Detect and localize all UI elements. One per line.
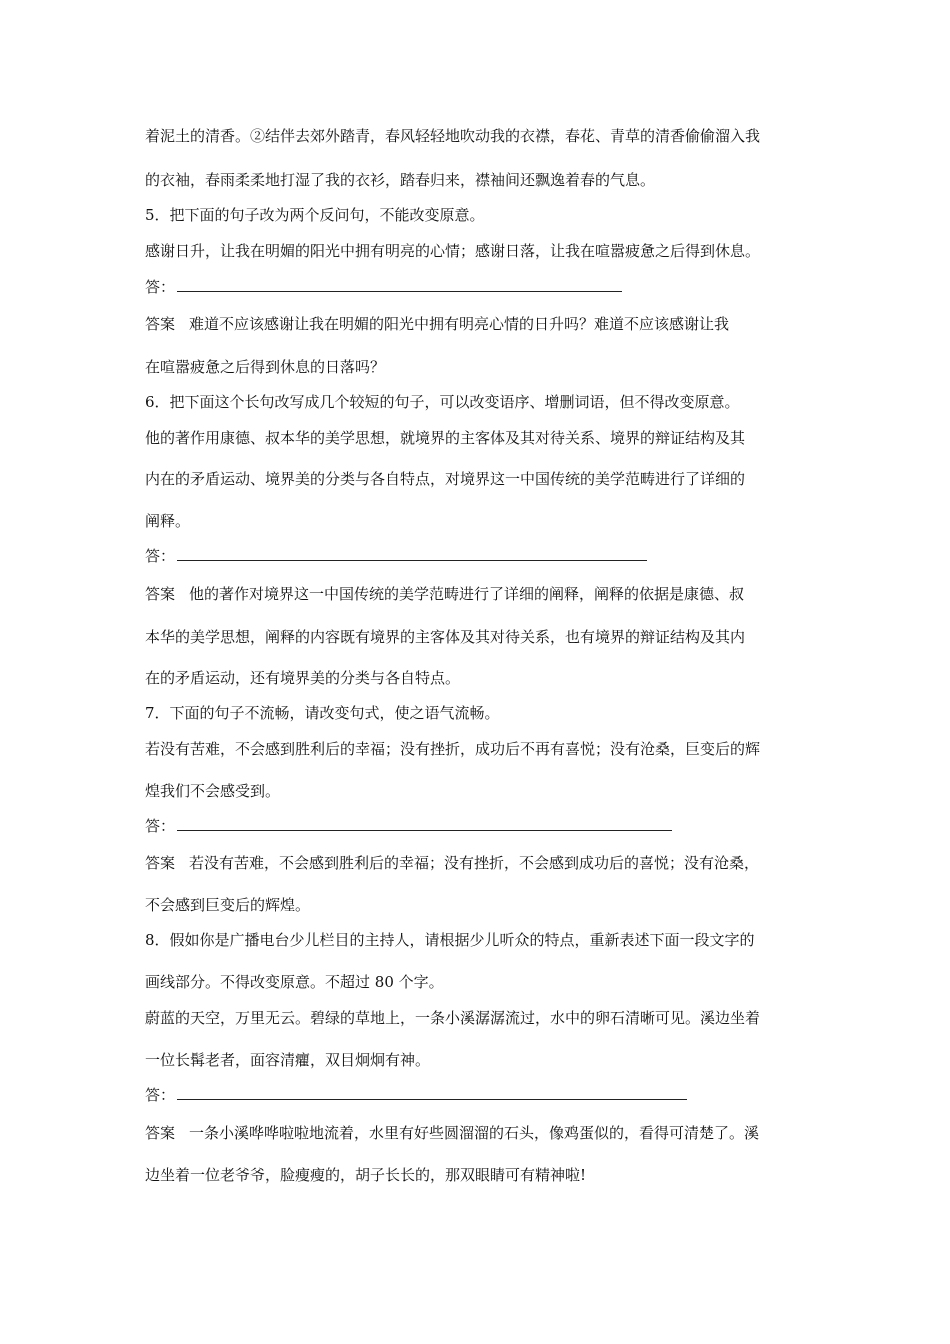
text-line (145, 972, 810, 992)
line-text: 着泥土的清香。②结伴去郊外踏青，春风轻轻地吹动我的衣襟，春花、青草的清香偷偷溜入我 (145, 127, 761, 145)
line-text: 边坐着一位老爷爷，脸瘦瘦的，胡子长长的，那双眼睛可有精神啦! (145, 1166, 587, 1184)
answer-prompt: 答： (145, 278, 176, 296)
text-line (145, 357, 810, 377)
text-line (145, 469, 810, 489)
answer-blank-row (145, 816, 810, 836)
line-text: 不会感到巨变后的辉煌。 (145, 896, 311, 914)
answer-label: 答案 (145, 854, 176, 872)
answer-line (145, 584, 810, 604)
line-text: 的衣袖，春雨柔柔地打湿了我的衣衫，踏春归来，襟袖间还飘逸着春的气息。 (145, 171, 656, 189)
answer-blank-line (177, 277, 622, 292)
line-text: 一条小溪哗哗啦啦地流着，水里有好些圆溜溜的石头，像鸡蛋似的，看得可清楚了。溪 (189, 1124, 760, 1142)
line-text: 煌我们不会感受到。 (145, 782, 281, 800)
text-line (145, 511, 810, 531)
question-5-sentence (145, 241, 810, 261)
answer-line (145, 1123, 810, 1143)
line-text: 他的著作对境界这一中国传统的美学范畴进行了详细的阐释，阐释的依据是康德、叔 (189, 585, 745, 603)
text-line (145, 781, 810, 801)
answer-label: 答案 (145, 315, 176, 333)
line-text: 难道不应该感谢让我在明媚的阳光中拥有明亮心情的日升吗？难道不应该感谢让我 (189, 315, 730, 333)
line-text: 感谢日升，让我在明媚的阳光中拥有明亮的心情；感谢日落，让我在喧嚣疲惫之后得到休息。 (145, 242, 761, 260)
line-text: 本华的美学思想，阐释的内容既有境界的主客体及其对待关系，也有境界的辩证结构及其内 (145, 628, 746, 646)
answer-prompt: 答： (145, 1086, 176, 1104)
line-text: 蔚蓝的天空，万里无云。碧绿的草地上，一条小溪潺潺流过，水中的卵石清晰可见。溪边坐着 (145, 1009, 761, 1027)
answer-blank-row (145, 546, 810, 566)
text-line (145, 627, 810, 647)
text-line (145, 1165, 810, 1185)
question-6-title (145, 392, 810, 412)
line-text: 阐释。 (145, 512, 191, 530)
answer-label: 答案 (145, 585, 176, 603)
text-line (145, 428, 810, 448)
text-line (145, 126, 810, 146)
line-text: 画线部分。不得改变原意。不超过 80 个字。 (145, 973, 444, 991)
line-text: 8．假如你是广播电台少儿栏目的主持人，请根据少儿听众的特点，重新表述下面一段文字的 (145, 931, 755, 949)
line-text: 7．下面的句子不流畅，请改变句式，使之语气流畅。 (145, 704, 500, 722)
line-text: 6．把下面这个长句改写成几个较短的句子，可以改变语序、增删词语，但不得改变原意。 (145, 393, 740, 411)
line-text: 在喧嚣疲惫之后得到休息的日落吗？ (145, 358, 386, 376)
text-line (145, 1050, 810, 1070)
line-text: 5．把下面的句子改为两个反问句，不能改变原意。 (145, 206, 485, 224)
answer-blank-line (177, 1085, 687, 1100)
text-line (145, 170, 810, 190)
answer-prompt: 答： (145, 817, 176, 835)
answer-blank-row (145, 1085, 810, 1105)
answer-label: 答案 (145, 1124, 176, 1142)
line-text: 他的著作用康德、叔本华的美学思想，就境界的主客体及其对待关系、境界的辩证结构及其 (145, 429, 746, 447)
text-line (145, 1008, 810, 1028)
question-7-title (145, 703, 810, 723)
question-8-title (145, 930, 810, 950)
answer-line (145, 314, 810, 334)
answer-prompt: 答： (145, 547, 176, 565)
answer-blank-line (177, 816, 672, 831)
answer-line (145, 853, 810, 873)
line-text: 若没有苦难，不会感到胜利后的幸福；没有挫折，成功后不再有喜悦；没有沧桑，巨变后的辉 (145, 740, 761, 758)
line-text: 一位长髯老者，面容清癯，双目炯炯有神。 (145, 1051, 431, 1069)
line-text: 内在的矛盾运动、境界美的分类与各自特点，对境界这一中国传统的美学范畴进行了详细的 (145, 470, 746, 488)
answer-blank-row (145, 277, 810, 297)
text-line (145, 668, 810, 688)
line-text: 若没有苦难，不会感到胜利后的幸福；没有挫折，不会感到成功后的喜悦；没有沧桑， (189, 854, 760, 872)
text-line (145, 895, 810, 915)
answer-blank-line (177, 546, 647, 561)
question-5-title (145, 205, 810, 225)
text-line (145, 739, 810, 759)
line-text: 在的矛盾运动，还有境界美的分类与各自特点。 (145, 669, 461, 687)
